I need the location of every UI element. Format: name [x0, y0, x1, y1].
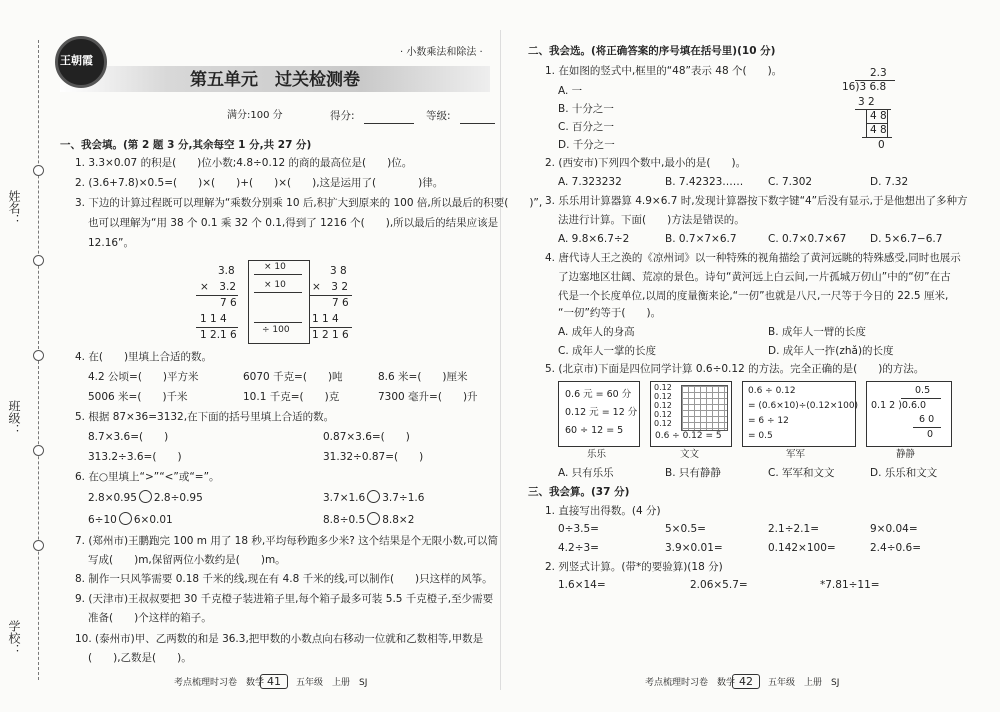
oral-item: 3.9×0.01=	[665, 542, 723, 554]
s1-question-10: 10. (泰州市)甲、乙两数的和是 36.3,把甲数的小数点向右移动一位就和乙数相等,甲数是	[75, 633, 484, 645]
oral-item: 5×0.5=	[665, 523, 706, 535]
method-line: = 0.5	[748, 431, 773, 441]
method-owner: 文文	[680, 449, 700, 460]
binding-hole	[33, 255, 44, 266]
oral-item: 4.2÷3=	[558, 542, 599, 554]
q4-item: 10.1 千克=( )克	[243, 391, 340, 403]
q5-option: B. 只有静静	[665, 467, 721, 479]
method-box-lele	[558, 381, 640, 447]
q2-option: A. 7.323232	[558, 176, 622, 188]
q5-option: D. 乐乐和文文	[870, 467, 938, 479]
q3-option: D. 5×6.7−6.7	[870, 233, 943, 245]
method-owner: 军军	[786, 449, 806, 460]
q3-option: C. 0.7×0.7×67	[768, 233, 847, 245]
q1-option: B. 十分之一	[558, 103, 614, 115]
vertical-calc-item: 2.06×5.7=	[690, 579, 748, 591]
oral-item: 9×0.04=	[870, 523, 918, 535]
q4-option: D. 成年人一拃(zhǎ)的长度	[768, 345, 894, 357]
grid-row-label: 0.12	[654, 383, 672, 392]
footer-grade: 五年级 上册 SJ	[296, 678, 368, 688]
arrow-label: ÷ 100	[262, 325, 290, 335]
q1-option: A. 一	[558, 85, 583, 97]
vertical-calc-item: *7.81÷11=	[820, 579, 880, 591]
division-step: 4 8	[870, 124, 887, 136]
division-dividend: 16)3 6.8	[842, 81, 887, 93]
division-rule	[862, 137, 892, 138]
method-line: 0.12 元 = 12 分	[565, 407, 638, 418]
method-line: = (0.6×10)÷(0.12×100)	[748, 401, 859, 411]
compare-circle[interactable]	[367, 490, 380, 503]
method-line: 0	[927, 429, 934, 440]
method-line: 0.5	[915, 385, 931, 396]
binding-hole	[33, 350, 44, 361]
method-box-jingjing	[866, 381, 952, 447]
q4-item: 4.2 公顷=( )平方米	[88, 371, 199, 383]
division-quotient: 2.3	[870, 67, 887, 79]
s1-question-5: 5. 根据 87×36=3132,在下面的括号里填上合适的数。	[75, 411, 335, 423]
grade-blank	[460, 123, 495, 124]
grid-row-label: 0.12	[654, 410, 672, 419]
q4-item: 6070 千克=( )吨	[243, 371, 343, 383]
division-step: 3 2	[858, 96, 875, 108]
hundred-grid	[681, 385, 728, 431]
q5-item: 8.7×3.6=( )	[88, 431, 169, 443]
q3-option: B. 0.7×7×6.7	[665, 233, 737, 245]
s2-question-3-line2: 法进行计算。下面( )方法是错误的。	[558, 214, 745, 226]
q4-option: B. 成年人一臂的长度	[768, 326, 866, 338]
q2-option: C. 7.302	[768, 176, 813, 188]
section3-heading: 三、我会算。(37 分)	[528, 486, 630, 498]
page-number: 41	[260, 674, 288, 689]
score-blank	[364, 123, 414, 124]
binding-hole	[33, 540, 44, 551]
arrow-line	[254, 292, 302, 293]
s1-question-3: 3. 下边的计算过程既可以理解为“乘数分别乘 10 后,积扩大到原来的 100 倍,所以最后的积要( )”,	[75, 197, 543, 209]
grid-caption: 0.6 ÷ 0.12 = 5	[655, 431, 722, 441]
method-owner: 静静	[896, 449, 916, 460]
method-owner: 乐乐	[587, 449, 607, 460]
oral-item: 2.4÷0.6=	[870, 542, 921, 554]
calc-right-row: 1 2 1 6	[312, 329, 349, 341]
compare-item: 2.8×0.95 2.8÷0.95	[88, 492, 203, 504]
compare-circle[interactable]	[139, 490, 152, 503]
calc-right-row: × 3 2	[312, 281, 348, 293]
calc-left-row: 7 6	[220, 297, 237, 309]
method-line: 0.6 元 = 60 分	[565, 389, 632, 400]
s1-question-3-line2: 也可以理解为“用 38 个 0.1 乘 32 个 0.1,得到了 1216 个( ),所以最后的结果应该是	[88, 217, 499, 229]
class-label: 班级：	[7, 400, 21, 436]
calc-right-row: 1 1 4	[312, 313, 339, 325]
division-step: 4 8	[870, 110, 887, 122]
s1-question-1: 1. 3.3×0.07 的积是( )位小数;4.8÷0.12 的商的最高位是( )位。	[75, 157, 413, 169]
score-label: 得分:	[330, 110, 355, 122]
brand-logo-text: 王朝霞	[60, 54, 93, 67]
q4-option: C. 成年人一掌的长度	[558, 345, 657, 357]
compare-item: 6÷10 6×0.01	[88, 514, 173, 526]
oral-item: 0.142×100=	[768, 542, 836, 554]
method-line: 60 ÷ 12 = 5	[565, 425, 624, 436]
grid-row-label: 0.12	[654, 419, 672, 428]
s1-question-2: 2. (3.6+7.8)×0.5=( )×( )+( )×( ),这是运用了( )律。	[75, 177, 444, 189]
s2-question-4-line4: “一仞”约等于( )。	[558, 307, 662, 319]
q1-option: D. 千分之一	[558, 139, 615, 151]
page-title: 第五单元 过关检测卷	[190, 70, 360, 90]
footer-book: 考点梳理时习卷 数学	[645, 678, 736, 688]
s1-question-4: 4. 在( )里填上合适的数。	[75, 351, 213, 363]
s1-question-8: 8. 制作一只风筝需要 0.18 千米的线,现在有 4.8 千米的线,可以制作( )只这样的风筝。	[75, 573, 493, 585]
s2-question-5: 5. (北京市)下面是四位同学计算 0.6÷0.12 的方法。完全正确的是( )的方法。	[545, 363, 925, 375]
page-divider	[500, 30, 501, 690]
s2-question-1: 1. 在如图的竖式中,框里的“48”表示 48 个( )。	[545, 65, 783, 77]
q5-item: 31.32÷0.87=( )	[323, 451, 424, 463]
page-number: 42	[732, 674, 760, 689]
calc-right-row: 3 8	[330, 265, 347, 277]
q2-option: B. 7.42323……	[665, 176, 744, 188]
arrow-label: × 10	[264, 280, 286, 290]
s1-question-9-line2: 准备( )个这样的箱子。	[88, 612, 212, 624]
q5-item: 0.87×3.6=( )	[323, 431, 410, 443]
compare-item: 8.8÷0.5 8.8×2	[323, 514, 415, 526]
s2-question-4-line3: 代是一个长度单位,以周的度量衡来论,“一仞”也就是八尺,一尺等于今日的 22.5 厘米,	[558, 290, 949, 302]
calc-left-row: 1 2.1 6	[200, 329, 237, 341]
s1-question-6: 6. 在○里填上“>”“<”或“=”。	[75, 471, 220, 483]
s3-question-1: 1. 直接写出得数。(4 分)	[545, 505, 661, 517]
section2-heading: 二、我会选。(将正确答案的序号填在括号里)(10 分)	[528, 45, 776, 57]
compare-circle[interactable]	[367, 512, 380, 525]
calc-left-row: 1 1 4	[200, 313, 227, 325]
binding-hole	[33, 445, 44, 456]
grade-label: 等级:	[426, 110, 451, 122]
calc-right-row: 7 6	[332, 297, 349, 309]
footer-book: 考点梳理时习卷 数学	[174, 678, 265, 688]
method-line: 6 0	[919, 414, 935, 425]
oral-item: 0÷3.5=	[558, 523, 599, 535]
s2-question-2: 2. (西安市)下列四个数中,最小的是( )。	[545, 157, 747, 169]
q5-item: 313.2÷3.6=( )	[88, 451, 182, 463]
q5-option: C. 军军和文文	[768, 467, 835, 479]
method-box-wenwen	[650, 381, 732, 447]
school-label: 学校：	[7, 620, 21, 656]
s1-question-3-line3: 12.16”。	[88, 237, 134, 249]
calc-left-row: × 3.2	[200, 281, 236, 293]
s1-question-7-line2: 写成( )m,保留两位小数约是( )m。	[88, 554, 286, 566]
arrow-line	[254, 274, 302, 275]
grid-row-label: 0.12	[654, 392, 672, 401]
vertical-calc-item: 1.6×14=	[558, 579, 606, 591]
q4-item: 7300 毫升=( )升	[378, 391, 478, 403]
footer-grade: 五年级 上册 SJ	[768, 678, 840, 688]
s3-question-2: 2. 列竖式计算。(带*的要验算)(18 分)	[545, 561, 723, 573]
full-score: 满分:100 分	[227, 110, 283, 121]
method-box-junjun	[742, 381, 859, 447]
oral-item: 2.1÷2.1=	[768, 523, 819, 535]
s2-question-4: 4. 唐代诗人王之涣的《凉州词》以一种特殊的视角描绘了黄河远眺的特殊感受,同时也展示	[545, 252, 961, 264]
unit-topic: · 小数乘法和除法 ·	[400, 47, 483, 58]
calc-left-row: 3.8	[218, 265, 235, 277]
method-line: = 6 ÷ 12	[748, 416, 789, 426]
s2-question-4-line2: 了边塞地区壮阔、荒凉的景色。诗句“黄河远上白云间,一片孤城万仞山”中的“仞”在古	[558, 271, 951, 283]
compare-item: 3.7×1.6 3.7÷1.6	[323, 492, 425, 504]
name-label: 姓名：	[7, 190, 21, 226]
binding-hole	[33, 165, 44, 176]
s2-question-3: 3. 乐乐用计算器算 4.9×6.7 时,发现计算器按下数字键“4”后没有显示,于是他想出了多种方	[545, 195, 968, 207]
s1-question-7: 7. (郑州市)王鹏跑完 100 m 用了 18 秒,平均每秒跑多少米? 这个结果是个无限小数,可以简	[75, 535, 498, 547]
q4-option: A. 成年人的身高	[558, 326, 635, 338]
s1-question-10-line2: ( ),乙数是( )。	[88, 652, 192, 664]
section1-heading: 一、我会填。(第 2 题 3 分,其余每空 1 分,共 27 分)	[60, 139, 312, 151]
arrow-label: × 10	[264, 262, 286, 272]
q3-option: A. 9.8×6.7÷2	[558, 233, 630, 245]
q1-option: C. 百分之一	[558, 121, 615, 133]
q5-option: A. 只有乐乐	[558, 467, 614, 479]
method-line: 0.1 2 )0.6.0	[871, 400, 927, 411]
grid-row-label: 0.12	[654, 401, 672, 410]
q4-item: 5006 米=( )千米	[88, 391, 188, 403]
q2-option: D. 7.32	[870, 176, 909, 188]
method-line: 0.6 ÷ 0.12	[748, 386, 796, 396]
s1-question-9: 9. (天津市)王叔叔要把 30 千克橙子装进箱子里,每个箱子最多可装 5.5 千克橙子,至少需要	[75, 593, 494, 605]
q4-item: 8.6 米=( )厘米	[378, 371, 468, 383]
division-remainder: 0	[878, 139, 885, 151]
compare-circle[interactable]	[119, 512, 132, 525]
